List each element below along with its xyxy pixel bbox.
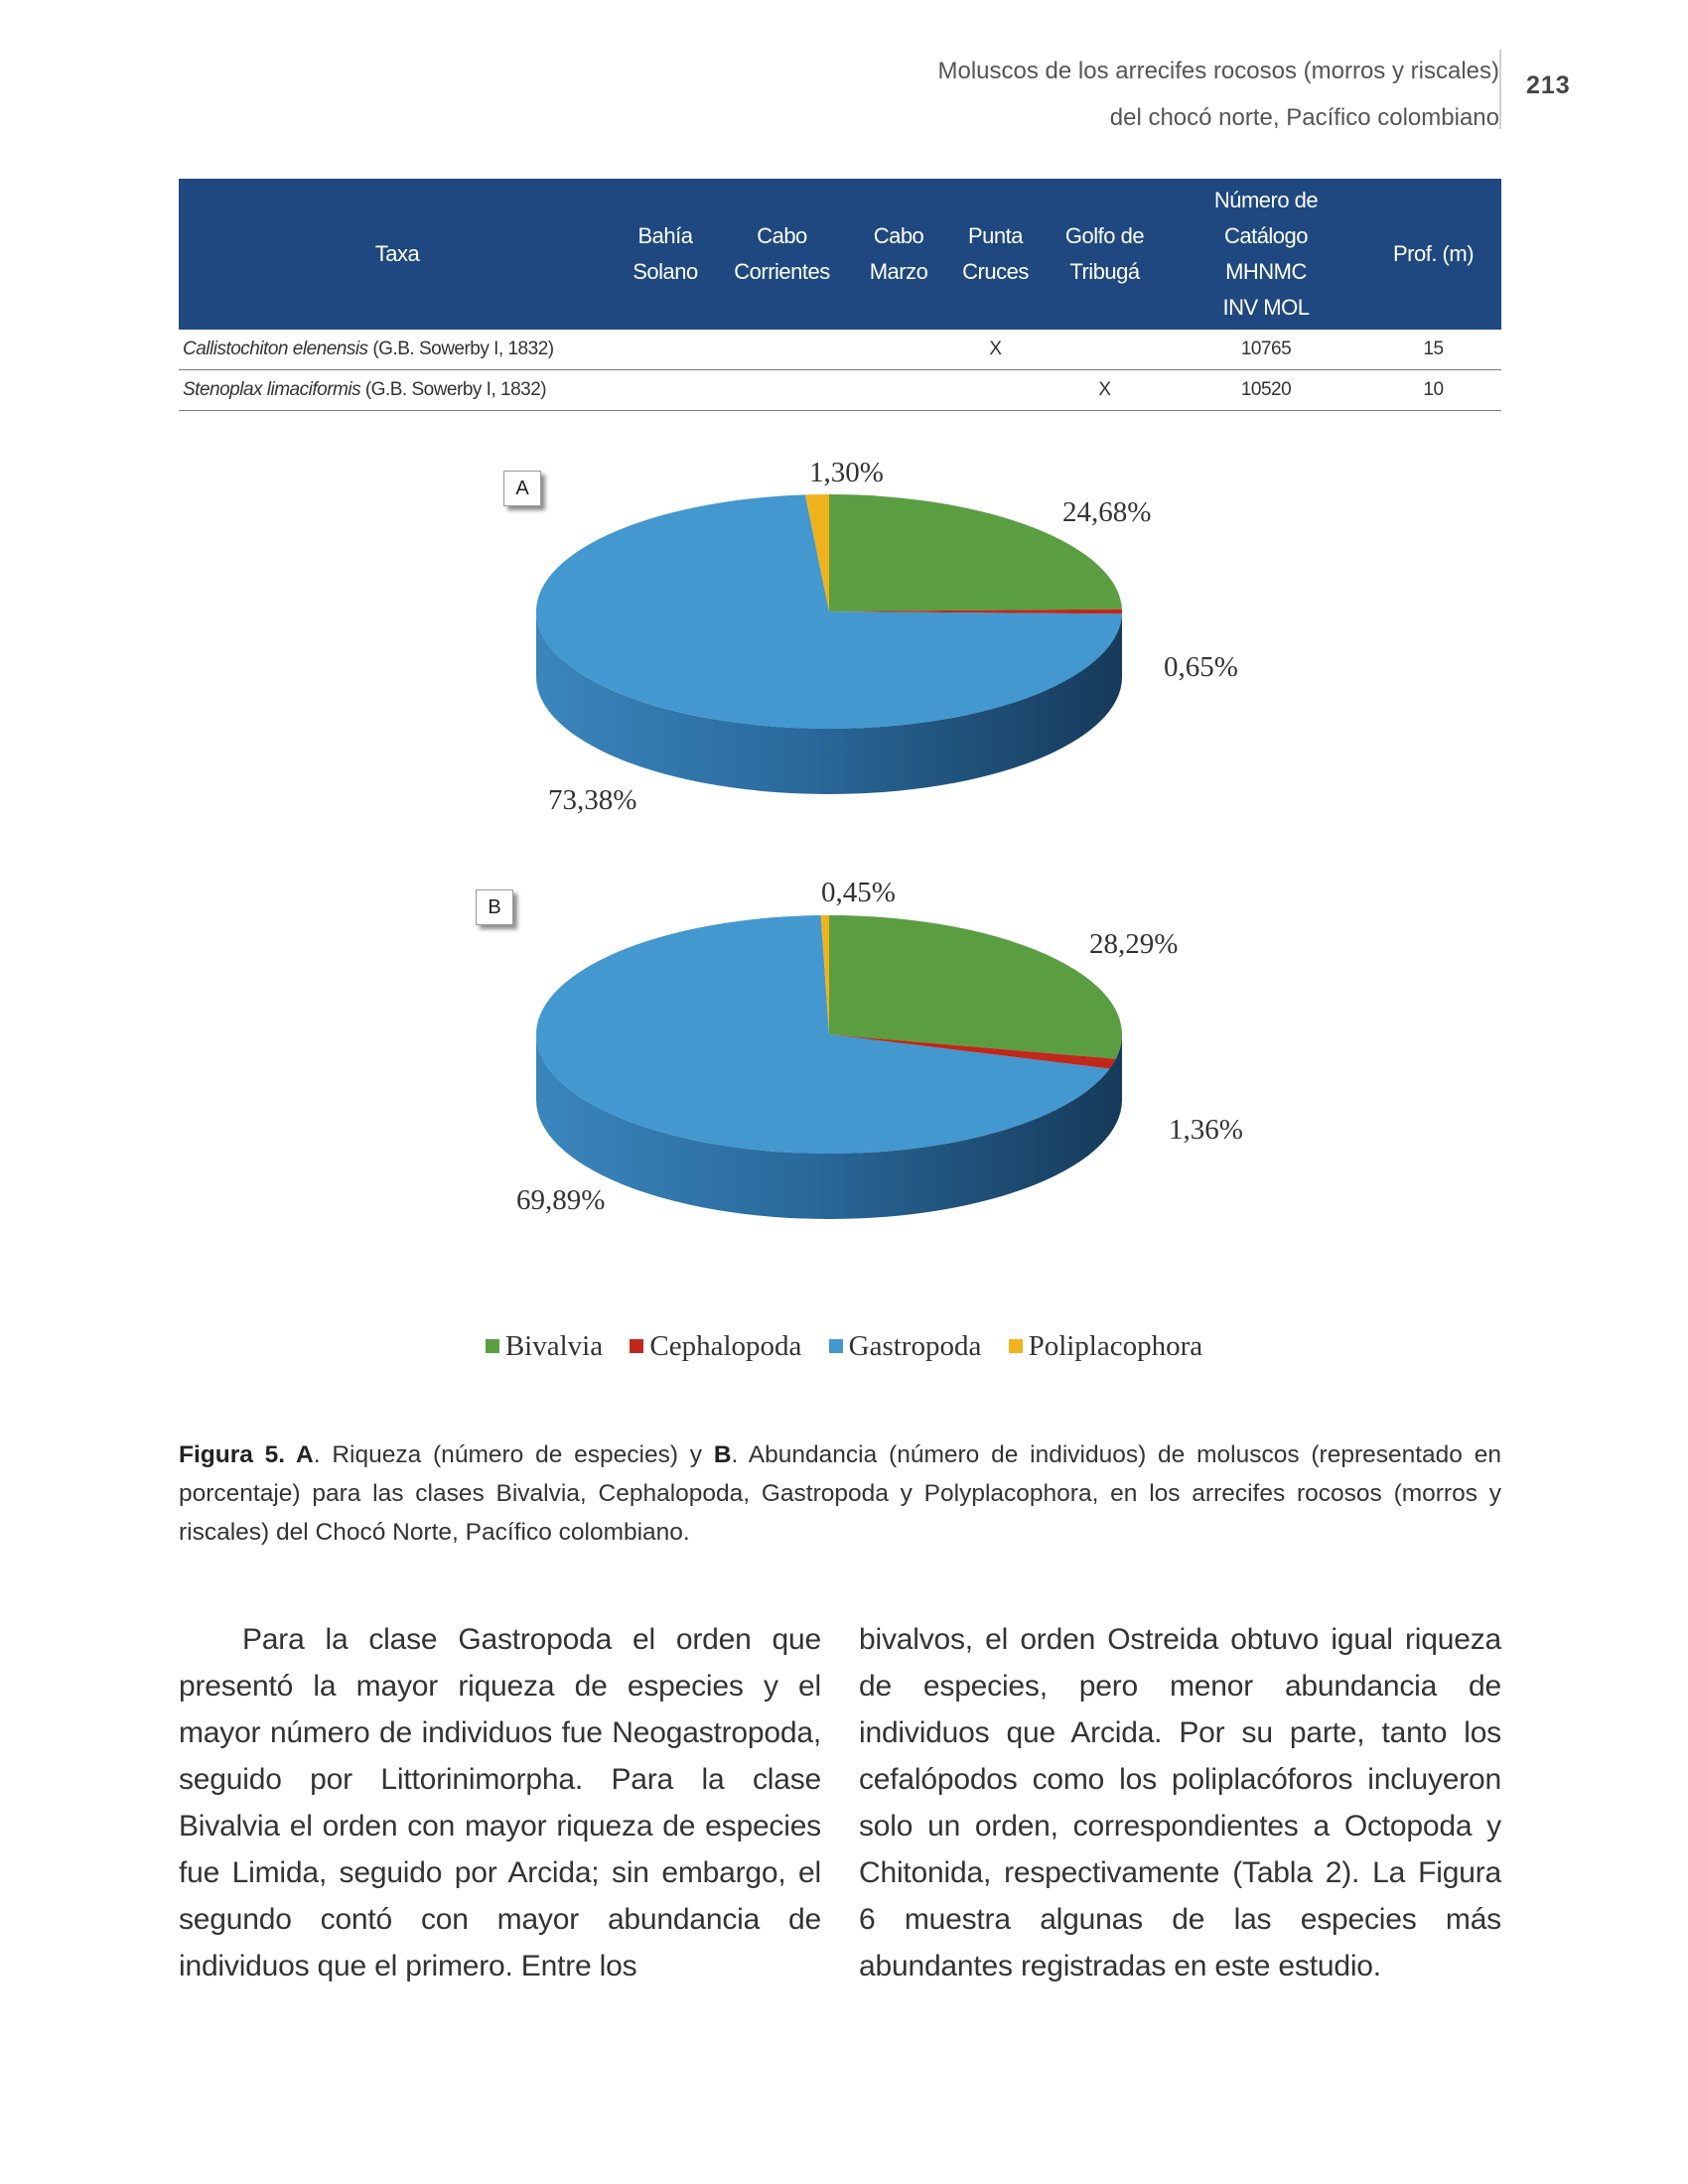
cell-punta: X — [948, 330, 1043, 370]
body-column-left — [179, 1616, 821, 1989]
legend-swatch — [1009, 1339, 1023, 1353]
header-divider — [1499, 50, 1501, 129]
taxa-table — [179, 179, 1501, 411]
header-taxa: Taxa — [179, 179, 616, 330]
data-label-poliplacophora: 1,30% — [809, 457, 884, 488]
cell-taxon: Callistochiton elenensis (G.B. Sowerby I, 1832) — [179, 330, 616, 370]
cell-marzo — [849, 370, 948, 411]
running-head — [705, 48, 1499, 141]
table-header-row — [179, 179, 1501, 330]
cell-corrientes — [715, 330, 849, 370]
cell-bahia — [616, 370, 715, 411]
data-label-bivalvia: 24,68% — [1062, 496, 1152, 528]
legend-item-gastropoda: Gastropoda — [829, 1330, 982, 1363]
data-label-cephalopoda: 1,36% — [1169, 1114, 1243, 1146]
table-row — [179, 330, 1501, 370]
running-head-line2: del chocó norte, Pacífico colombiano — [1109, 104, 1499, 131]
running-head-line1: Moluscos de los arrecifes rocosos (morros y riscales) — [937, 58, 1499, 84]
cell-golfo: X — [1043, 370, 1167, 411]
cell-bahia — [616, 330, 715, 370]
cell-catalogo: 10520 — [1167, 370, 1365, 411]
cell-marzo — [849, 330, 948, 370]
table-row — [179, 370, 1501, 411]
pie-chart-a — [536, 457, 1238, 816]
cell-punta — [948, 370, 1043, 411]
data-label-poliplacophora: 0,45% — [821, 877, 896, 908]
pie-slice-bivalvia — [829, 915, 1122, 1059]
cell-prof: 15 — [1365, 330, 1501, 370]
cell-corrientes — [715, 370, 849, 411]
header-catalogo: Número de Catálogo MHNMC INV MOL — [1167, 179, 1365, 330]
data-label-gastropoda: 69,89% — [516, 1184, 606, 1216]
legend-swatch — [486, 1339, 499, 1353]
cell-golfo — [1043, 330, 1167, 370]
cell-taxon: Stenoplax limaciformis (G.B. Sowerby I, 1832) — [179, 370, 616, 411]
header-cabo-corrientes: Cabo Corrientes — [715, 179, 849, 330]
legend-swatch — [829, 1339, 843, 1353]
page-number: 213 — [1526, 71, 1571, 99]
pie-charts — [0, 437, 1688, 1330]
body-paragraph: Para la clase Gastropoda el orden que presentó la mayor riqueza de especies y el mayor número de individuos fue Neogastropoda, seguido por Littorinimorpha. Para la clase Bivalvia el orden con mayor riqueza de especies fue Limida, seguido por Arcida; sin embargo, el segundo contó con mayor abundancia de individuos que el primero. Entre los — [179, 1623, 821, 1982]
cell-prof: 10 — [1365, 370, 1501, 411]
legend-swatch — [630, 1339, 643, 1353]
figure-5 — [0, 437, 1688, 1410]
header-bahia-solano: Bahía Solano — [616, 179, 715, 330]
header-cabo-marzo: Cabo Marzo — [849, 179, 948, 330]
pie-chart-b — [516, 877, 1243, 1219]
data-label-bivalvia: 28,29% — [1089, 928, 1179, 960]
cell-catalogo: 10765 — [1167, 330, 1365, 370]
header-prof: Prof. (m) — [1365, 179, 1501, 330]
header-golfo-tribuga: Golfo de Tribugá — [1043, 179, 1167, 330]
legend-item-bivalvia: Bivalvia — [486, 1330, 603, 1363]
figure-caption: Figura 5. A. Riqueza (número de especies) y B. Abundancia (número de individuos) de moluscos (representado en porcentaje) para las clases Bivalvia, Cephalopoda, Gastropoda y Polyplacophora, en los arrecifes rocosos (morros y riscales) del Chocó Norte, Pacífico colombiano. — [179, 1441, 1501, 1546]
header-punta-cruces: Punta Cruces — [948, 179, 1043, 330]
data-label-cephalopoda: 0,65% — [1164, 651, 1238, 683]
panel-tag-a: A — [503, 471, 541, 506]
panel-tag-b: B — [476, 889, 513, 925]
data-label-gastropoda: 73,38% — [548, 784, 637, 816]
chart-legend — [0, 1330, 1688, 1363]
legend-item-poliplacophora: Poliplacophora — [1009, 1330, 1203, 1363]
body-paragraph: bivalvos, el orden Ostreida obtuvo igual riqueza de especies, pero menor abundancia de individuos que Arcida. Por su parte, tanto los cefalópodos como los poliplacóforos incluyeron solo un orden, correspondientes a Octopoda y Chitonida, respectivamente (Tabla 2). La Figura 6 muestra algunas de las especies más abundantes registradas en este estudio. — [859, 1623, 1501, 1982]
legend-item-cephalopoda: Cephalopoda — [630, 1330, 801, 1363]
body-column-right — [859, 1616, 1501, 1989]
